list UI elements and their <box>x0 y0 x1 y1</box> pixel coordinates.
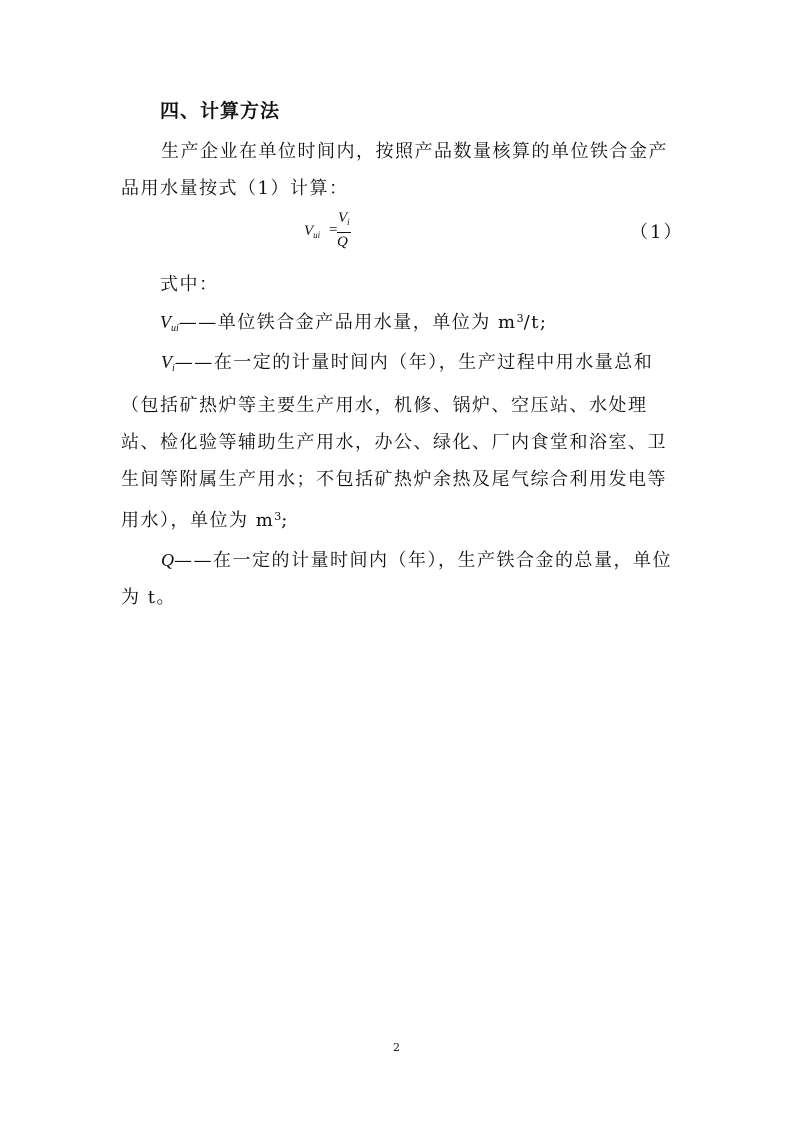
formula <box>300 212 420 256</box>
equation-number: （1） <box>630 222 684 243</box>
intro-paragraph: 生产企业在单位时间内，按照产品数量核算的单位铁合金产品用水量按式（1）计算： <box>121 141 668 199</box>
definition-vi: $V_i——$在一定的计量时间内（年），生产过程中用水量总和（包括矿热炉等主要生产用水，机修、锅炉、空压站、水处理站、检化验等辅助生产用水，办公、绿化、厂内食堂和浴室、卫生间等附属生产用水；不包括矿热炉余热及尾气综合利用发电等用水），单位为 $m^3$; <box>121 352 667 531</box>
formula-denominator: Q <box>337 234 348 250</box>
formula-numerator: $V_i$ <box>338 210 350 227</box>
where-label: 式中： <box>160 274 219 295</box>
definition-vui: $V_{ui}——$单位铁合金产品用水量，单位为 $m^3/t$; <box>160 312 548 334</box>
definition-var: $V_{ui}$ <box>160 312 179 334</box>
definition-var: Q <box>161 550 174 570</box>
section-heading: 四、计算方法 <box>160 100 281 122</box>
fraction-bar <box>337 232 351 233</box>
definition-q: Q——在一定的计量时间内（年），生产铁合金的总量，单位为 t。 <box>121 550 672 608</box>
page-number: 2 <box>393 1041 400 1054</box>
formula-equals: = <box>329 222 338 238</box>
definition-var: $V_i$ <box>161 352 175 374</box>
formula-lhs: $V_{ui}$ <box>304 223 321 240</box>
